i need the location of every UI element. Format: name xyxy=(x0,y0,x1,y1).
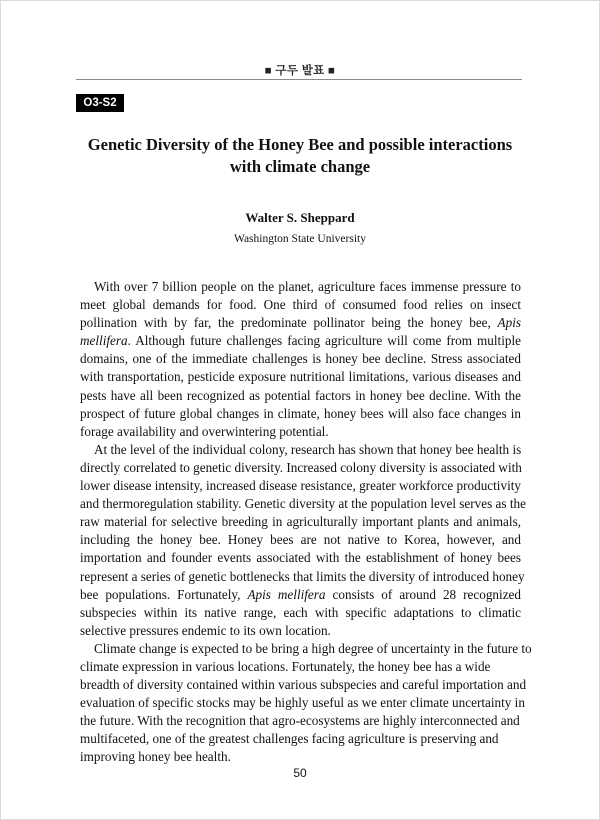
body-line xyxy=(80,314,521,332)
species-name: Apis xyxy=(497,315,521,331)
body-line xyxy=(80,332,521,350)
body-line: climate expression in various locations. Fortunately, the honey bee has a wide xyxy=(80,658,491,674)
title-line-1: Genetic Diversity of the Honey Bee and possible interactions xyxy=(87,135,513,154)
body-line: with transportation, pesticide exposure nutritional limitations, various diseases and xyxy=(80,369,521,385)
species-name: Apis mellifera xyxy=(247,586,326,602)
body-line: selective pressures endemic to its own location. xyxy=(80,622,331,638)
body-line: and thermoregulation stability. Genetic diversity at the population level serves as the xyxy=(80,496,526,512)
body-line: including the honey bee. Honey bees are not native to Korea, however, and xyxy=(80,532,521,548)
body-line: importation and founder events associated with the establishment of honey bees xyxy=(80,550,521,566)
page-number: 50 xyxy=(293,766,307,780)
body-line: the future. With the recognition that agro-ecosystems are highly interconnected and xyxy=(80,713,520,729)
body-line: directly correlated to genetic diversity. Increased colony diversity is associated with xyxy=(80,459,522,475)
body-line: multifaceted, one of the greatest challenges facing agriculture is preserving and xyxy=(80,731,499,747)
text-run: . Although future challenges facing agriculture will come from multiple xyxy=(127,333,521,349)
body-line: prospect of future global changes in climate, honey bees will also face changes in xyxy=(80,405,521,421)
text-run: pollination with by far, the predominate pollinator being the honey bee, xyxy=(80,315,491,331)
abstract-body xyxy=(80,278,532,767)
body-line: evaluation of specific stocks may be highly useful as we enter climate uncertainty in xyxy=(80,695,525,711)
body-line xyxy=(80,586,521,604)
body-line: subspecies within its native range, each with specific adaptations to climatic xyxy=(80,604,521,620)
species-name: mellifera xyxy=(80,333,128,349)
body-line: meet global demands for food. One third of consumed food relies on insect xyxy=(80,297,521,313)
title-line-2: with climate change xyxy=(229,157,371,176)
text-run: bee populations. Fortunately, xyxy=(80,586,241,602)
author-name: Walter S. Sheppard xyxy=(245,210,355,225)
body-line: At the level of the individual colony, research has shown that honey bee health is xyxy=(94,441,522,457)
body-line: Climate change is expected to be bring a high degree of uncertainty in the future to xyxy=(94,640,532,656)
body-line: raw material for selective breeding in agriculturally important plants and animals, xyxy=(80,514,521,530)
body-line: forage availability and overwintering potential. xyxy=(80,423,329,439)
body-line: With over 7 billion people on the planet, agriculture faces immense pressure to xyxy=(94,279,521,294)
body-line: represent a series of genetic bottlenecks that limits the diversity of introduced honey xyxy=(80,568,525,584)
session-badge: O3-S2 xyxy=(76,94,124,112)
paper-title xyxy=(76,134,524,178)
body-line: pests have all been recognized as potential factors in honey bee decline. With the xyxy=(80,387,521,403)
author-affiliation: Washington State University xyxy=(234,233,366,245)
header-rule xyxy=(76,79,522,80)
body-line: domains, one of the immediate challenges is honey bee decline. Stress associated xyxy=(80,351,521,367)
text-run: consists of around 28 recognized xyxy=(332,586,521,602)
body-line: breadth of diversity contained within various subspecies and careful importation and xyxy=(80,677,527,693)
body-line: improving honey bee health. xyxy=(80,749,231,765)
section-header: ■ 구두 발표 ■ xyxy=(264,65,336,77)
body-line: lower disease intensity, increased disease resistance, greater workforce productivity xyxy=(80,478,521,494)
